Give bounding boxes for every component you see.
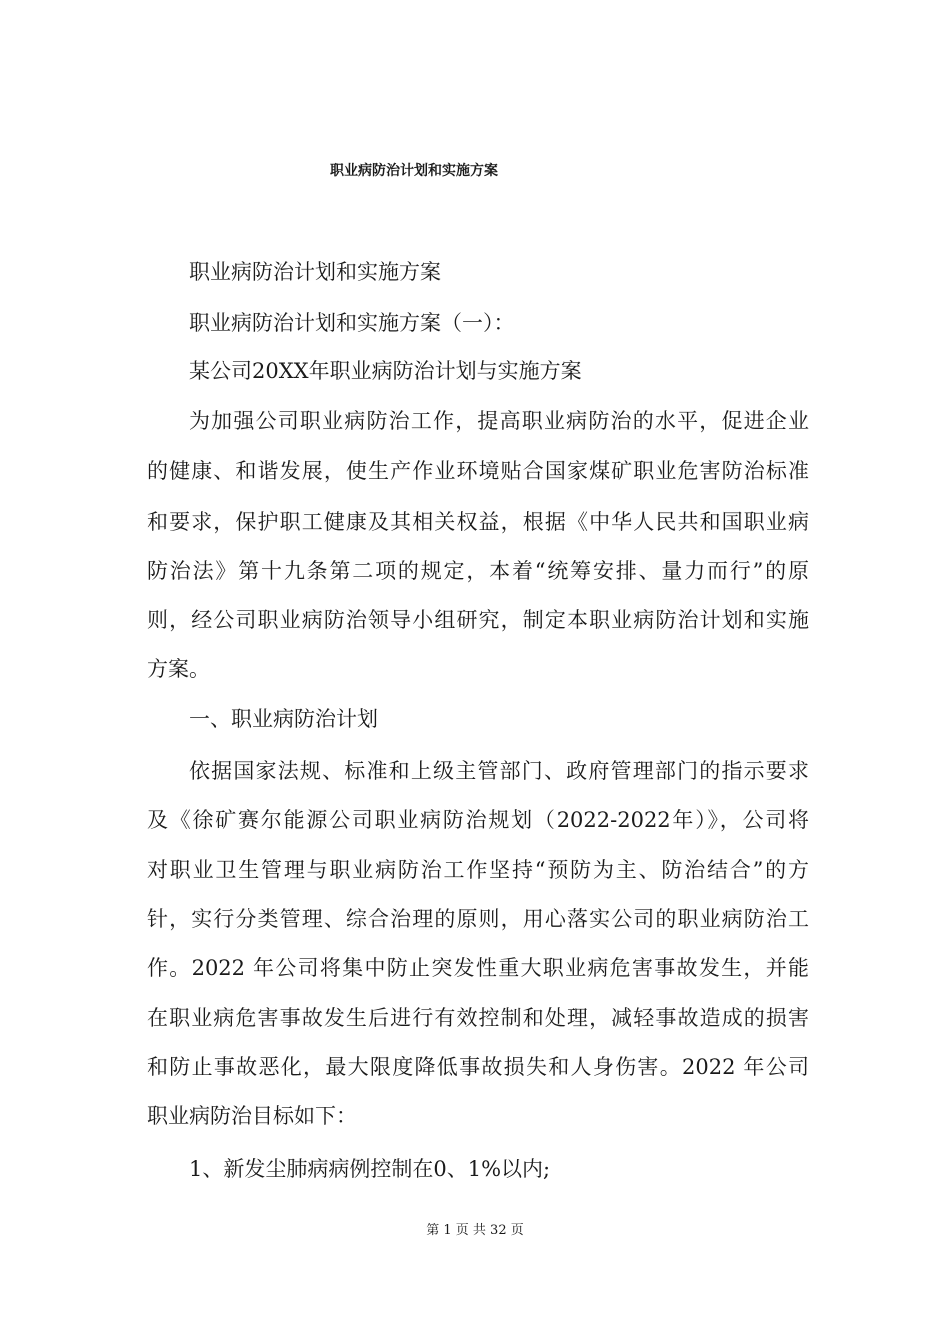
paragraph-line: 及《徐矿赛尔能源公司职业病防治规划（2022-2022年）》，公司将 — [147, 808, 809, 832]
heading-3: 某公司20XX年职业病防治计划与实施方案 — [189, 359, 582, 383]
paragraph-line: 为加强公司职业病防治工作，提高职业病防治的水平，促进企业 — [189, 409, 809, 433]
paragraph-line: 防治法》第十九条第二项的规定，本着“统筹安排、量力而行”的原 — [147, 559, 809, 583]
paragraph-line: 职业病防治目标如下： — [147, 1104, 357, 1128]
document-title: 职业病防治计划和实施方案 — [330, 163, 498, 179]
paragraph-line: 针，实行分类管理、综合治理的原则，用心落实公司的职业病防治工 — [147, 907, 809, 931]
paragraph-line: 作。2022 年公司将集中防止突发性重大职业病危害事故发生，并能 — [147, 956, 809, 980]
paragraph-line: 方案。 — [147, 657, 210, 681]
paragraph-line: 和防止事故恶化，最大限度降低事故损失和人身伤害。2022 年公司 — [147, 1055, 809, 1079]
section-heading: 一、职业病防治计划 — [189, 707, 378, 731]
paragraph-line: 对职业卫生管理与职业病防治工作坚持“预防为主、防治结合”的方 — [147, 858, 809, 882]
heading-2: 职业病防治计划和实施方案（一）： — [189, 311, 515, 335]
paragraph-line: 依据国家法规、标准和上级主管部门、政府管理部门的指示要求 — [189, 759, 809, 783]
paragraph-line: 则，经公司职业病防治领导小组研究，制定本职业病防治计划和实施 — [147, 608, 809, 632]
page-footer: 第 1 页 共 32 页 — [426, 1223, 524, 1238]
paragraph-line: 在职业病危害事故发生后进行有效控制和处理，减轻事故造成的损害 — [147, 1006, 809, 1030]
heading-1: 职业病防治计划和实施方案 — [189, 260, 441, 284]
paragraph-line: 和要求，保护职工健康及其相关权益，根据《中华人民共和国职业病 — [147, 510, 809, 534]
list-item: 1、新发尘肺病病例控制在0、1%以内; — [189, 1157, 551, 1181]
paragraph-line: 的健康、和谐发展，使生产作业环境贴合国家煤矿职业危害防治标准 — [147, 459, 809, 483]
